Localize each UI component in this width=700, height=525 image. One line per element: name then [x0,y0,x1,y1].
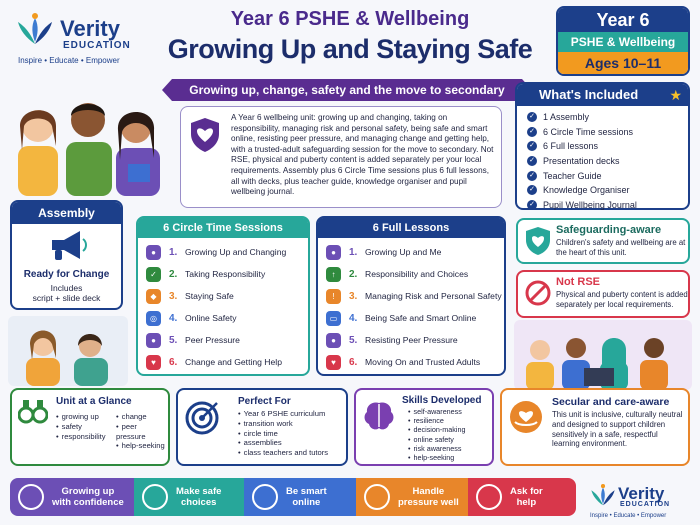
list-item: • circle time [238,429,328,439]
assembly-name: Ready for Change [23,269,110,280]
footer-item-pressure: Handle pressure well [356,478,468,516]
children-illustration [8,76,168,196]
growth-icon [18,484,44,510]
glance-title: Unit at a Glance [56,396,132,407]
list-item: ↑ 2. Responsibility and Choices [326,266,468,282]
full-lessons-card [316,216,506,376]
perfect-for-title: Perfect For [238,396,291,407]
perfect-for-list [238,409,328,458]
list-item: ✓ 1 Assembly [527,110,637,125]
person-icon: ● [146,245,161,260]
not-rse-title: Not RSE [556,276,600,288]
not-rse-text: Physical and puberty content is added separately per local requirements. [556,290,688,309]
laptop-icon: ▭ [326,311,341,326]
secular-title: Secular and care-aware [552,396,670,408]
footer-item-safe-choices: Make safe choices [134,478,244,516]
list-item: ♥ 6. Moving On and Trusted Adults [326,354,480,370]
list-item: • self-awareness [408,407,465,416]
brand-tagline: Inspire • Educate • Empower [18,56,120,65]
list-item: ✓ Teacher Guide [527,168,637,183]
safeguarding-title: Safeguarding-aware [556,224,662,236]
list-item: ✓ Pupil Wellbeing Journal [527,198,637,213]
pupils-group-illustration [514,320,692,390]
megaphone-icon [46,228,90,264]
heart-hands-icon: ♥ [326,355,341,370]
circle-time-title: 6 Circle Time Sessions [138,218,308,238]
intro-card [180,106,502,208]
whats-included-title: What's Included [517,84,688,106]
year-badge [556,6,690,76]
checklist-icon: ✓ [146,267,161,282]
subtitle-banner: Growing up, change, safety and the move to secondary [172,79,522,101]
check-icon: ✓ [527,171,537,181]
globe-icon: ◎ [146,311,161,326]
intro-text: A Year 6 wellbeing unit: growing up and changing, taking on responsibility, managing risk and personal safety, being safe and smart online, resisting peer pressure, and managing change and getting help, with a trusted-adult safeguarding session for the move to secondary. Not RSE, physical and puberty content is added separately per your local requirements. Assembly plus 6 Circle Time sessions plus 6 full lessons, all with decks, plus teacher guide, knowledge organiser and pupil wellbeing journal. [231,113,494,197]
circle-time-card [136,216,310,376]
group-icon [364,484,390,510]
brain-icon [362,400,396,432]
list-item: ✓ 6 Circle Time sessions [527,125,637,140]
target-icon [184,400,220,436]
shield-icon: ◆ [146,289,161,304]
year-label: Year 6 [558,8,688,32]
skills-developed-card [354,388,494,466]
shield-check-icon [142,484,168,510]
footer-brand-name: Verity [618,484,665,503]
list-item: • resilience [408,416,465,425]
list-item: • peer pressure [116,422,168,442]
list-item: ● 5. Resisting Peer Pressure [326,332,458,348]
check-icon: ✓ [527,156,537,166]
prohibited-icon [524,278,552,308]
binoculars-icon [18,398,48,424]
glance-list-2 [116,412,168,451]
footer-item-ask-help: Ask for help [468,478,576,516]
list-item: • decision-making [408,425,465,434]
list-item: • class teachers and tutors [238,448,328,458]
footer-item-growing-up: Growing up with confidence [10,478,134,516]
check-icon: ✓ [527,185,537,195]
teacher-pupil-illustration [8,316,128,386]
star-icon: ★ [669,87,682,103]
verity-logo-icon [590,482,616,508]
list-item: ✓ 6 Full lessons [527,139,637,154]
unit-at-a-glance-card [10,388,170,466]
signpost-icon: ↑ [326,267,341,282]
assembly-card [10,200,123,310]
list-item: ✓ 2. Taking Responsibility [146,266,265,282]
list-item: • growing up [56,412,106,422]
included-list [527,110,637,212]
secular-text: This unit is inclusive, culturally neutral and designed to support children sensitively in a safe, respectful learning environment. [552,410,683,449]
subject-label: PSHE & Wellbeing [558,32,688,52]
shield-heart-icon [189,117,221,153]
list-item: • online safety [408,435,465,444]
list-item: • responsibility [56,432,106,442]
person-icon: ● [326,333,341,348]
list-item: ◎ 4. Online Safety [146,310,237,326]
not-rse-card [516,270,690,318]
shield-heart-icon [524,226,552,256]
check-icon: ✓ [527,112,537,122]
list-item: • safety [56,422,106,432]
list-item: ✓ Knowledge Organiser [527,183,637,198]
person-icon: ● [326,245,341,260]
list-item: ● 1. Growing Up and Me [326,244,441,260]
list-item: • transition work [238,419,328,429]
assembly-title: Assembly [12,202,121,224]
safeguarding-card [516,218,690,264]
assembly-desc: Includes script + slide deck [32,283,101,303]
skills-title: Skills Developed [402,395,482,406]
footer-brand-sub: EDUCATION [620,501,671,508]
footer-item-smart-online: Be smart online [244,478,356,516]
list-item: ● 1. Growing Up and Changing [146,244,286,260]
list-item: ● 5. Peer Pressure [146,332,240,348]
list-item: ! 3. Managing Risk and Personal Safety [326,288,502,304]
list-item: • assemblies [238,438,328,448]
check-icon: ✓ [527,200,537,210]
list-item: • risk awareness [408,444,465,453]
page-title: Growing Up and Staying Safe [167,34,533,64]
verity-logo-icon [16,12,54,46]
list-item: • help-seeking [408,453,465,462]
list-item: • Year 6 PSHE curriculum [238,409,328,419]
skills-list [408,407,465,462]
safeguarding-text: Children's safety and wellbeing are at the heart of this unit. [556,238,686,257]
check-icon: ✓ [527,141,537,151]
glance-list-1 [56,412,106,441]
group-icon: ● [146,333,161,348]
warning-icon: ! [326,289,341,304]
heart-chat-icon [476,484,502,510]
whats-included-card [515,82,690,210]
heart-icon: ♥ [146,355,161,370]
footer-brand-tagline: Inspire • Educate • Empower [590,513,667,519]
list-item: • change [116,412,168,422]
brand-name: Verity [60,16,120,41]
hands-heart-icon [508,400,544,434]
list-item: ◆ 3. Staying Safe [146,288,234,304]
list-item: • help-seeking [116,441,168,451]
full-lessons-title: 6 Full Lessons [318,218,504,238]
ages-label: Ages 10–11 [558,52,688,74]
brand-sub: EDUCATION [63,40,131,51]
title-top: Year 6 PSHE & Wellbeing [230,8,470,30]
list-item: ✓ Presentation decks [527,154,637,169]
list-item: ♥ 6. Change and Getting Help [146,354,282,370]
laptop-lock-icon [252,484,278,510]
list-item: ▭ 4. Being Safe and Smart Online [326,310,476,326]
perfect-for-card [176,388,348,466]
secular-care-aware-card [500,388,690,466]
check-icon: ✓ [527,127,537,137]
